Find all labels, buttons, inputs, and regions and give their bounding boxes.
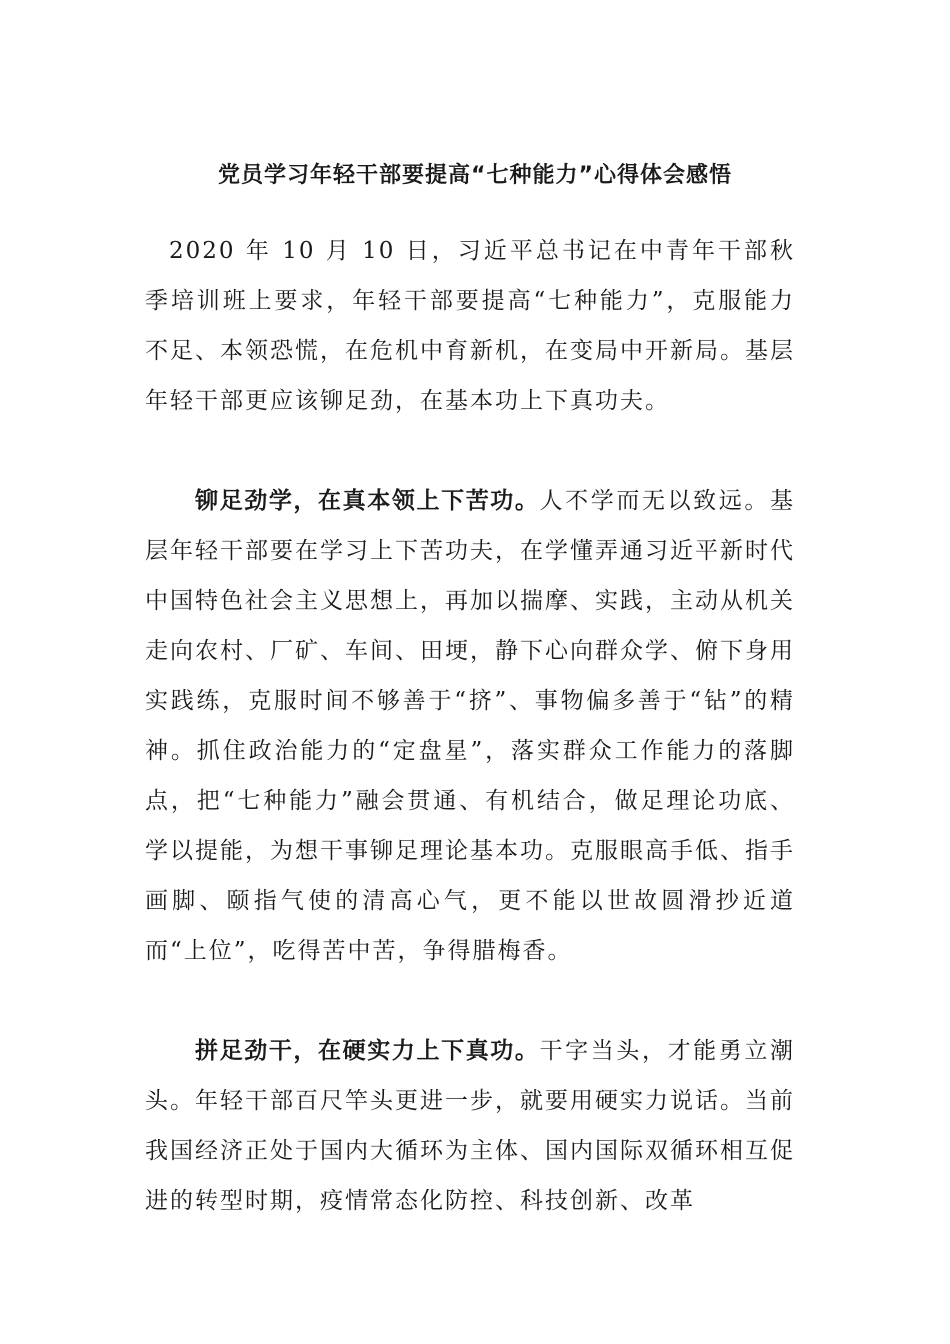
paragraph-lead: 铆足劲学，在真本领上下苦功。 bbox=[195, 488, 540, 514]
paragraph-body: 人不学而无以致远。基层年轻干部要在学习上下苦功夫，在学懂弄通习近平新时代中国特色社会主义思想上，再加以揣摩、实践，主动从机关走向农村、厂矿、车间、田埂，静下心向群众学、俯下身用实践练，克服时间不够善于“挤”、事物偏多善于“钻”的精神。抓住政治能力的“定盘星”，落实群众工作能力的落脚点，把“七种能力”融会贯通、有机结合，做足理论功底、学以提能，为想干事铆足理论基本功。克服眼高手低、指手画脚、颐指气使的清高心气，更不能以世故圆滑抄近道而“上位”，吃得苦中苦，争得腊梅香。 bbox=[145, 488, 796, 964]
paragraph-intro bbox=[145, 226, 795, 426]
paragraph-body: 2020 年 10 月 10 日，习近平总书记在中青年干部秋季培训班上要求，年轻干部要提高“七种能力”，克服能力不足、本领恐慌，在危机中育新机，在变局中开新局。基层年轻干部更应该铆足劲，在基本功上下真功夫。 bbox=[145, 238, 795, 414]
paragraph-work bbox=[145, 1026, 795, 1226]
paragraph-lead: 拼足劲干，在硬实力上下真功。 bbox=[195, 1038, 540, 1064]
paragraph-body: 干字当头，才能勇立潮头。年轻干部百尺竿头更进一步，就要用硬实力说话。当前我国经济正处于国内大循环为主体、国内国际双循环相互促进的转型时期，疫情常态化防控、科技创新、改革 bbox=[145, 1038, 796, 1214]
document-title: 党员学习年轻干部要提高“七种能力”心得体会感悟 bbox=[218, 163, 732, 188]
paragraph-study bbox=[145, 476, 795, 976]
